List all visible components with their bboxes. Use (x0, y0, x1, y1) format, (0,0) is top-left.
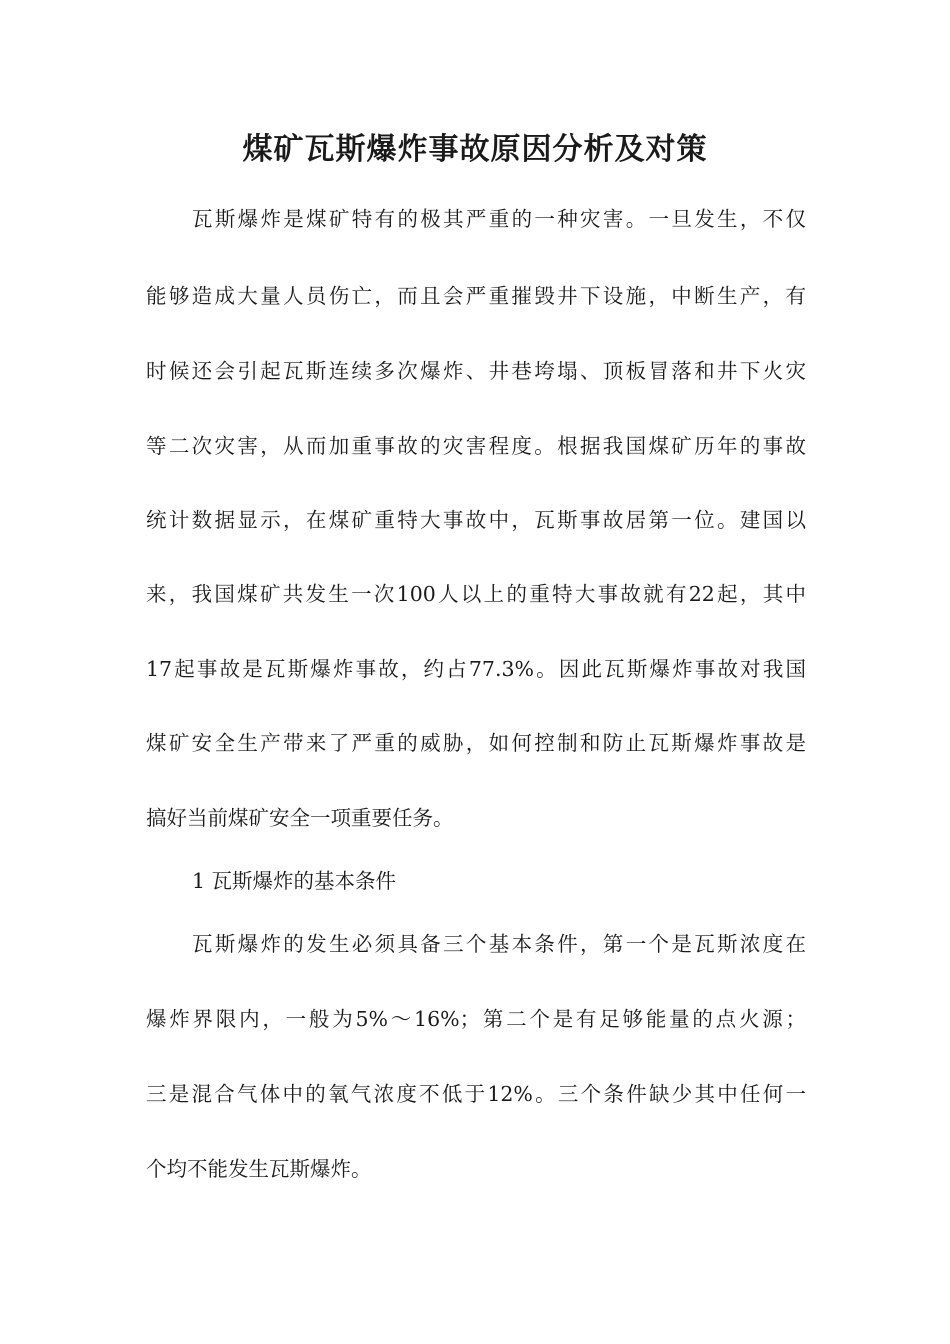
paragraph-1-line-8: 煤矿安全生产带来了严重的威胁，如何控制和防止瓦斯爆炸事故是 (146, 731, 806, 755)
paragraph-1-line-7: 17起事故是瓦斯爆炸事故，约占77.3%。因此瓦斯爆炸事故对我国 (146, 657, 806, 681)
document-title: 煤矿瓦斯爆炸事故原因分析及对策 (242, 132, 708, 167)
paragraph-2-line-2: 爆炸界限内，一般为5%～16%；第二个是有足够能量的点火源； (146, 1007, 806, 1031)
paragraph-1-line-6: 来，我国煤矿共发生一次100人以上的重特大事故就有22起，其中 (146, 582, 806, 606)
paragraph-1-line-2: 能够造成大量人员伤亡，而且会严重摧毁井下设施，中断生产，有 (146, 284, 806, 308)
paragraph-1-line-3: 时候还会引起瓦斯连续多次爆炸、井巷垮塌、顶板冒落和井下火灾 (146, 359, 806, 383)
section-1-heading: 1 瓦斯爆炸的基本条件 (192, 869, 397, 893)
paragraph-1-line-9: 搞好当前煤矿安全一项重要任务。 (146, 806, 454, 830)
paragraph-2-line-1: 瓦斯爆炸的发生必须具备三个基本条件，第一个是瓦斯浓度在 (192, 932, 806, 956)
paragraph-1-line-4: 等二次灾害，从而加重事故的灾害程度。根据我国煤矿历年的事故 (146, 434, 806, 458)
paragraph-2-line-4: 个均不能发生瓦斯爆炸。 (146, 1157, 372, 1181)
paragraph-1-line-1: 瓦斯爆炸是煤矿特有的极其严重的一种灾害。一旦发生，不仅 (192, 207, 806, 231)
paragraph-1-line-5: 统计数据显示，在煤矿重特大事故中，瓦斯事故居第一位。建国以 (146, 508, 806, 532)
paragraph-2-line-3: 三是混合气体中的氧气浓度不低于12%。三个条件缺少其中任何一 (146, 1082, 806, 1106)
